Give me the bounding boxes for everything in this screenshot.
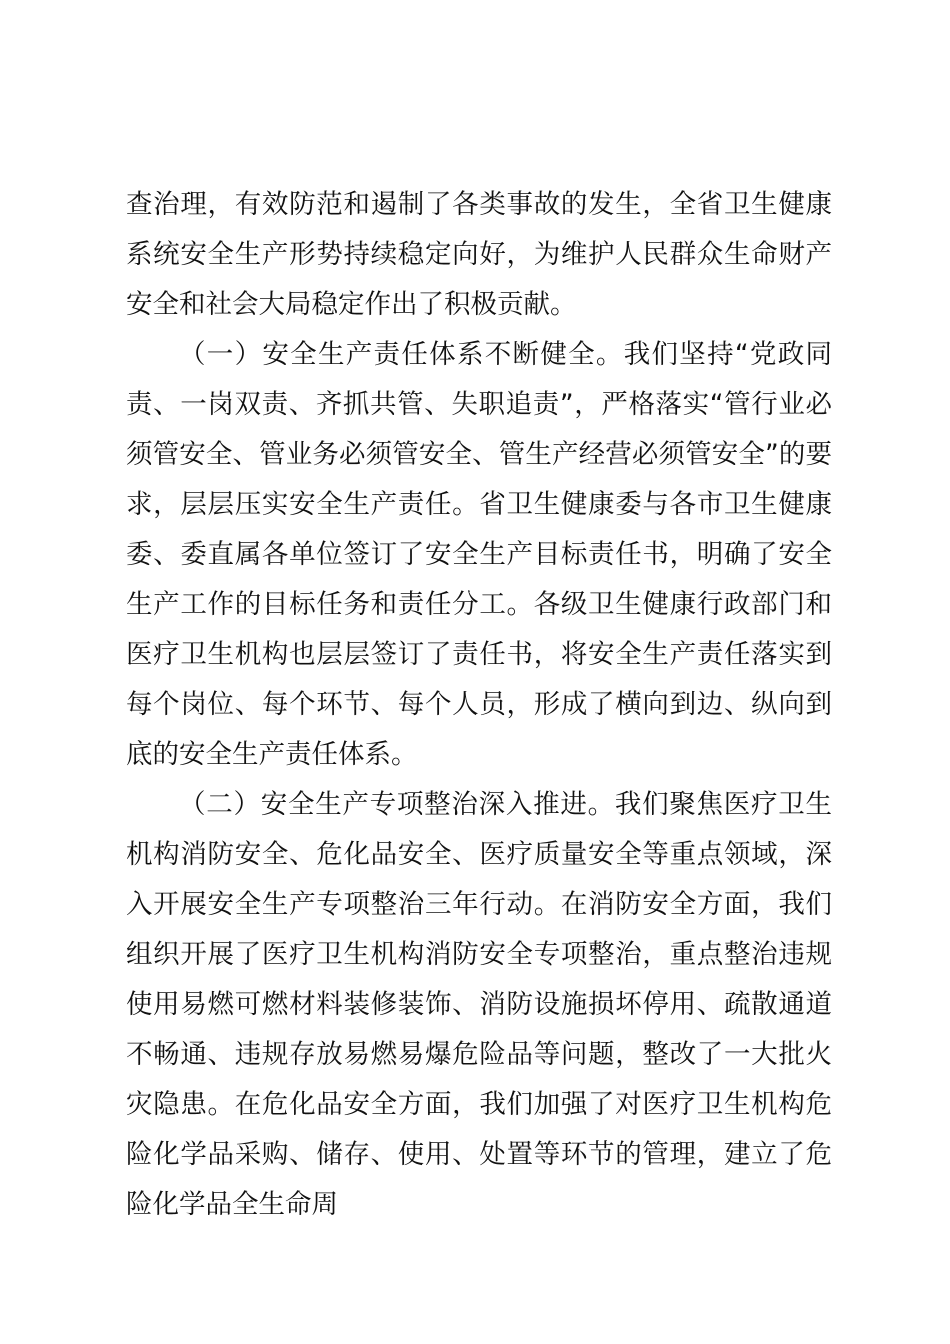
paragraph-section-one: （一）安全生产责任体系不断健全。我们坚持“党政同责、一岗双责、齐抓共管、失职追责”，严格落实“管行业必须管安全、管业务必须管安全、管生产经营必须管安全”的要求，层层压实安全生产责任。省卫生健康委与各市卫生健康委、委直属各单位签订了安全生产目标责任书，明确了安全生产工作的目标任务和责任分工。各级卫生健康行政部门和医疗卫生机构也层层签订了责任书，将安全生产责任落实到每个岗位、每个环节、每个人员，形成了横向到边、纵向到底的安全生产责任体系。 bbox=[126, 339, 832, 770]
paragraph-intro-continuation: 查治理，有效防范和遏制了各类事故的发生，全省卫生健康系统安全生产形势持续稳定向好，为维护人民群众生命财产安全和社会大局稳定作出了积极贡献。 bbox=[126, 189, 832, 320]
paragraph-section-two: （二）安全生产专项整治深入推进。我们聚焦医疗卫生机构消防安全、危化品安全、医疗质量安全等重点领域，深入开展安全生产专项整治三年行动。在消防安全方面，我们组织开展了医疗卫生机构消防安全专项整治，重点整治违规使用易燃可燃材料装修装饰、消防设施损坏停用、疏散通道不畅通、违规存放易燃易爆危险品等问题，整改了一大批火灾隐患。在危化品安全方面，我们加强了对医疗卫生机构危险化学品采购、储存、使用、处置等环节的管理，建立了危险化学品全生命周 bbox=[126, 789, 832, 1220]
body-text bbox=[126, 180, 832, 1230]
